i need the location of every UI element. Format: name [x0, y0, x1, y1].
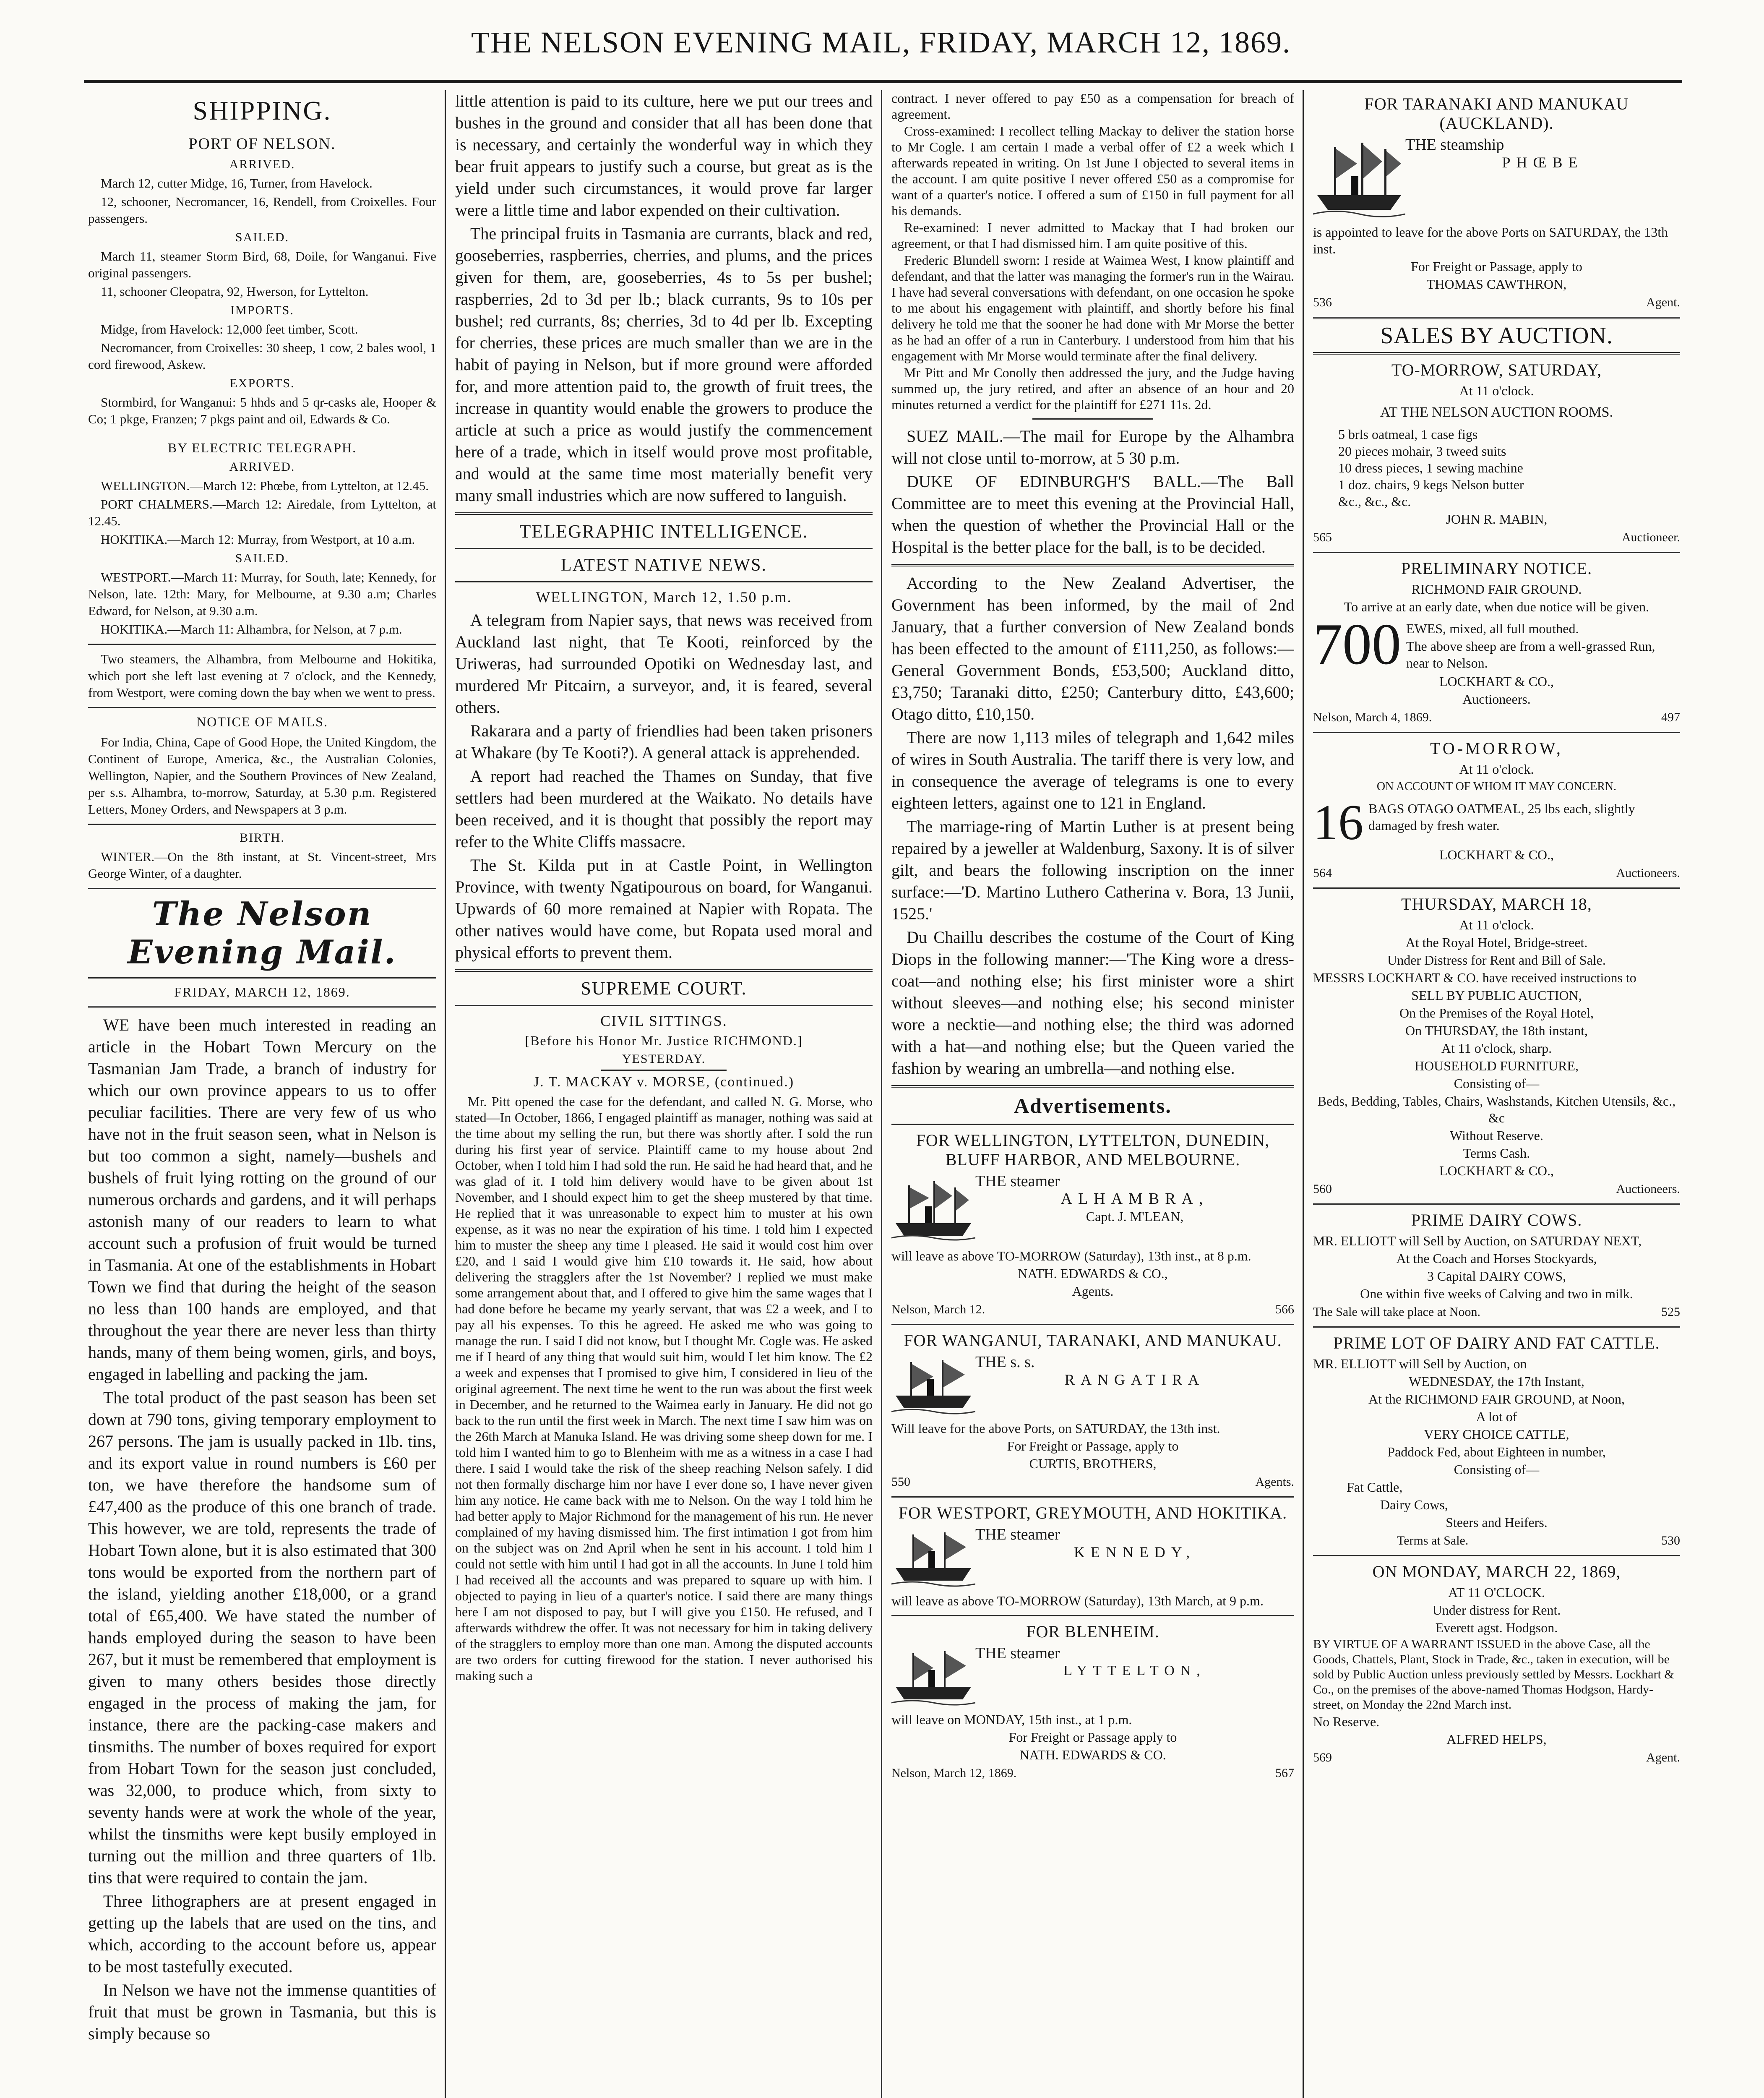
auction-line: Without Reserve.	[1450, 1128, 1543, 1143]
steamship-icon	[891, 1526, 975, 1589]
column-rule	[1303, 90, 1304, 2098]
ad-text: For Freight or Passage, apply to	[1411, 259, 1582, 274]
court-report: contract. I never offered to pay £50 as a compensation for breach of agreement.	[891, 91, 1294, 122]
ad-footer	[1313, 709, 1680, 726]
ad-footer	[1313, 1532, 1680, 1549]
auction-royal-hotel	[1313, 895, 1680, 1198]
telegraph-sailing: WESTPORT.—March 11: Murray, for South, late; Kennedy, for Nelson, late. 12th: Mary, for Melbourne, at 9.30 a.m; Charles Edward, for Nelson, at 9.30 a.m.	[88, 570, 436, 618]
divider	[891, 1496, 1294, 1498]
column-4	[1313, 90, 1680, 2098]
native-news-paragraph: The St. Kilda put in at Castle Point, in Wellington Province, with twenty Ngatipourous on board, for Wanganui. Upwards of 60 more remained at Napier with Ropata. The other natives would have come, but Ropata used moral and physical efforts to prevent them.	[455, 856, 873, 962]
advertisements-heading: Advertisements.	[1014, 1094, 1172, 1117]
auction-title: PRELIMINARY NOTICE.	[1401, 559, 1592, 578]
divider	[88, 977, 436, 979]
auction-title: THURSDAY, MARCH 18,	[1401, 895, 1592, 913]
imports-heading: IMPORTS.	[230, 303, 294, 317]
auction-line: At 11 o'clock, sharp.	[1441, 1041, 1552, 1056]
ad-body	[1313, 136, 1680, 220]
ad-number: 566	[1275, 1302, 1294, 1316]
telegraph-sailed-heading: SAILED.	[235, 551, 289, 565]
ad-heading: FOR WANGANUI, TARANAKI, AND MANUKAU.	[904, 1331, 1282, 1350]
auction-lead: MESSRS LOCKHART & CO. have received instructions to	[1313, 970, 1636, 985]
ad-text: For Freight or Passage, apply to	[1007, 1438, 1179, 1453]
import-entry: Necromancer, from Croixelles: 30 sheep, 1 cow, 2 bales wool, 1 cord firewood, Askew.	[88, 340, 436, 372]
birth-notice: WINTER.—On the 8th instant, at St. Vincent-street, Mrs George Winter, of a daughter.	[88, 849, 436, 881]
auction-line: Consisting of—	[1454, 1462, 1540, 1477]
sailing-entry: 11, schooner Cleopatra, 92, Hwerson, for Lyttelton.	[101, 284, 369, 299]
auction-line: Terms Cash.	[1463, 1146, 1530, 1161]
editorial-paragraph: Three lithographers are at present engaged in getting up the labels that are used on the tins, and which, according to the account before us, appear to be most tastefully executed.	[88, 1892, 436, 1976]
court-heading: SUPREME COURT.	[581, 978, 747, 999]
court-report: Mr Pitt and Mr Conolly then addressed the jury, and the Judge having summed up, the jury retired, and after an absence of an hour and 20 minutes returned a verdict for the plaintiff for £271 11s. 2d.	[891, 365, 1294, 412]
yesterday-line: YESTERDAY.	[622, 1052, 706, 1066]
ad-body	[891, 1173, 1294, 1244]
ball-note: DUKE OF EDINBURGH'S BALL.—The Ball Committee are to meet this evening at the Provincial Hall, when the question of whether the Provincial Hall or the Hospital is the better place for the ball, is to be decided.	[891, 472, 1294, 556]
ad-body	[891, 1645, 1294, 1708]
ad-date: Nelson, March 12, 1869.	[891, 1766, 1017, 1780]
arrived-heading: ARRIVED.	[229, 157, 295, 171]
big-number: 700	[1313, 619, 1401, 672]
auction-title: TO-MORROW, SATURDAY,	[1391, 360, 1602, 379]
editorial-paragraph: In Nelson we have not the immense quantities of fruit that must be grown in Tasmania, but this is simply because so	[88, 1981, 436, 2043]
ad-number: 536	[1313, 295, 1332, 309]
ad-footer	[1313, 1749, 1680, 1766]
ad-lead: THE s. s.	[975, 1353, 1035, 1371]
auction-title: PRIME LOT OF DAIRY AND FAT CATTLE.	[1333, 1333, 1660, 1352]
steamship-icon	[891, 1645, 975, 1708]
auction-heading: SALES BY AUCTION.	[1380, 323, 1613, 349]
native-news-paragraph: A report had reached the Thames on Sunday, that five settlers had been murdered at the Waikato. No details have been received, and it is thought that possibly the report may refer to the White Cliffs massacre.	[455, 767, 873, 851]
divider	[1313, 1555, 1680, 1556]
ad-footer	[1313, 529, 1680, 546]
ad-footer	[891, 1765, 1294, 1782]
ship-name: KENNEDY,	[1074, 1544, 1196, 1560]
ad-lead: THE steamer	[975, 1172, 1060, 1190]
birth-heading: BIRTH.	[240, 831, 285, 845]
ad-phoebe	[1313, 94, 1680, 311]
auction-lead: MR. ELLIOTT will Sell by Auction, on	[1313, 1356, 1527, 1371]
divider	[1313, 1326, 1680, 1328]
native-news-heading: LATEST NATIVE NEWS.	[560, 556, 767, 575]
sailing-entry: March 11, steamer Storm Bird, 68, Doile, for Wanganui. Five original passengers.	[88, 249, 436, 280]
editorial-paragraph: The principal fruits in Tasmania are currants, black and red, gooseberries, raspberries, cherries, and plums, and the prices given for them, are, gooseberries, 4s to 5s per bushel; raspberries, 2d to 3d per lb.; black currants, 9s to 10s per bushel; red currants, 8s; cherries, 3d to 4d per lb. Excepting for cherries, these prices are much smaller than we are in the habit of paying in Nelson, but if more ground were afforded for, and more attention paid to, the growth of fruit trees, the increase in quantity would enable the growers to produce the article at such a price as would justify the commencement here of a trade, which in itself would prove most profitable, and would at the same time most materially benefit very many small industries which are now suffered to languish.	[455, 224, 873, 505]
shipping-heading: SHIPPING.	[193, 96, 332, 125]
two-steamers-note: Two steamers, the Alhambra, from Melbourne and Hokitika, which port she left last evening at 7 o'clock, and the Kennedy, from Westport, were coming down the bay when we went to press.	[88, 652, 436, 700]
ship-name: RANGATIRA	[1064, 1371, 1205, 1388]
news-paragraph: Du Chaillu describes the costume of the Court of King Diops in the following manner:—'The King wore a dress-coat—and nothing else; his first minister wore a shirt without sleeves—and nothing else; his second minister wore a necktie—and nothing else; the third was adorned with a hat—and nothing else; but the Queen varied the fashion by wearing an umbrella—and nothing else.	[891, 928, 1294, 1078]
ad-text	[975, 1173, 1294, 1226]
ad-footer	[1313, 865, 1680, 882]
ad-text	[975, 1354, 1294, 1389]
telegraph-sailing: HOKITIKA.—March 11: Alhambra, for Nelson, at 7 p.m.	[101, 622, 402, 637]
auction-line: At the Coach and Horses Stockyards,	[1396, 1251, 1597, 1266]
divider	[891, 1615, 1294, 1616]
editorial-paragraph: little attention is paid to its culture, here we put our trees and bushes in the ground and consider that all has been done that is necessary, and certainly the wonderful way in which they bear fruit appears to justify such a course, but great as is the yield under such circumstances, it would prove far larger were a little time and labor expended on their cultivation.	[455, 91, 873, 219]
auction-line: 3 Capital DAIRY COWS,	[1427, 1268, 1566, 1284]
auction-preliminary	[1313, 559, 1680, 726]
ad-text: Will leave for the above Ports, on SATURDAY, the 13th inst.	[891, 1421, 1220, 1436]
divider	[1313, 552, 1680, 553]
export-entry: Stormbird, for Wanganui: 5 hhds and 5 qr-casks ale, Hooper & Co; 1 pkge, Franzen; 7 pkgs paint and oil, Edwards & Co.	[88, 395, 436, 426]
auction-body	[1313, 799, 1680, 845]
ad-text: will leave as above TO-MORROW (Saturday), 13th March, at 9 p.m.	[891, 1593, 1264, 1608]
ad-role: Auctioneers.	[1462, 692, 1531, 707]
exports-heading: EXPORTS.	[229, 376, 295, 390]
auction-hodgson	[1313, 1562, 1680, 1766]
auction-place: At the Royal Hotel, Bridge-street.	[1405, 935, 1588, 950]
suez-mail-note: SUEZ MAIL.—The mail for Europe by the Alhambra will not close until to-morrow, at 5 30 p.m.	[891, 427, 1294, 467]
ad-lead: THE steamer	[975, 1644, 1060, 1662]
auction-title: PRIME DAIRY COWS.	[1411, 1211, 1582, 1229]
ad-footer	[891, 1301, 1294, 1318]
ad-number: 530	[1661, 1534, 1680, 1547]
divider	[1313, 732, 1680, 733]
ad-agent: CURTIS, BROTHERS,	[1029, 1456, 1157, 1471]
news-paragraph: According to the New Zealand Advertiser, the Government has been informed, by the mail of 2nd January, that a further conversion of New Zealand bonds has been effected to the amount of £111,250, as follows:—General Government Bonds, £53,500; Auckland ditto, £3,750; Taranaki ditto, £250; Canterbury ditto, £43,600; Otago ditto, £10,150.	[891, 574, 1294, 723]
ad-role: Auctioneer.	[1621, 530, 1680, 544]
mails-notice: For India, China, Cape of Good Hope, the United Kingdom, the Continent of Europe, America, &c., the Australian Colonies, Wellington, Napier, and the Southern Provinces of New Zealand, per s.s. Alhambra, to-morrow, Saturday, at 5.30 p.m. Registered Letters, Money Orders, and Newspapers at 3 p.m.	[88, 735, 436, 817]
auction-lead: EWES, mixed, all full mouthed.	[1406, 621, 1579, 636]
auction-line: The Sale will take place at Noon.	[1313, 1305, 1481, 1319]
ad-body	[891, 1526, 1294, 1589]
ad-agent: THOMAS CAWTHRON,	[1426, 277, 1567, 292]
telegraph-arrival: HOKITIKA.—March 12: Murray, from Westport, at 10 a.m.	[101, 532, 415, 547]
ad-heading: FOR WELLINGTON, LYTTELTON, DUNEDIN, BLUFF HARBOR, AND MELBOURNE.	[916, 1131, 1270, 1169]
divider	[891, 1324, 1294, 1325]
auction-line: HOUSEHOLD FURNITURE,	[1414, 1058, 1579, 1073]
steamship-icon	[891, 1173, 975, 1244]
auction-subtitle: ON ACCOUNT OF WHOM IT MAY CONCERN.	[1376, 780, 1617, 793]
auction-text: The above sheep are from a well-grassed Run, near to Nelson.	[1406, 639, 1655, 671]
auction-agent: LOCKHART & CO.,	[1439, 1163, 1554, 1178]
mails-heading: NOTICE OF MAILS.	[196, 714, 328, 729]
auction-agent: JOHN R. MABIN,	[1446, 511, 1548, 527]
auction-oatmeal	[1313, 739, 1680, 882]
auction-subtitle: RICHMOND FAIR GROUND.	[1411, 582, 1582, 597]
auction-title: ON MONDAY, MARCH 22, 1869,	[1372, 1562, 1621, 1581]
ad-lead: THE steamer	[975, 1526, 1060, 1543]
ad-number: 565	[1313, 530, 1332, 544]
ad-text	[1405, 136, 1680, 172]
auction-line: On THURSDAY, the 18th instant,	[1405, 1023, 1588, 1038]
auction-line: Paddock Fed, about Eighteen in number,	[1387, 1444, 1606, 1459]
auction-line: WEDNESDAY, the 17th Instant,	[1409, 1374, 1584, 1389]
auction-line: Terms at Sale.	[1397, 1534, 1469, 1547]
divider	[1313, 352, 1680, 355]
ship-captain: Capt. J. M'LEAN,	[1086, 1209, 1184, 1224]
ad-agent: NATH. EDWARDS & CO.	[1019, 1747, 1166, 1762]
auction-cattle	[1313, 1333, 1680, 1549]
column-1	[88, 90, 436, 2098]
ad-rangatira	[891, 1331, 1294, 1490]
auction-line: Everett agst. Hodgson.	[1435, 1620, 1558, 1635]
divider	[1313, 317, 1680, 319]
ad-agents-label: Agents.	[1255, 1475, 1294, 1489]
auction-agent: LOCKHART & CO.,	[1439, 847, 1554, 862]
auction-line: On the Premises of the Royal Hotel,	[1399, 1005, 1594, 1020]
ad-heading: FOR BLENHEIM.	[1026, 1622, 1159, 1641]
divider	[1313, 1203, 1680, 1205]
native-news-paragraph: Rakarara and a party of friendlies had been taken prisoners at Whakare (by Te Kooti?). A general attack is apprehended.	[455, 721, 873, 762]
auction-agent: LOCKHART & CO.,	[1439, 674, 1554, 689]
auction-subtitle: Under Distress for Rent and Bill of Sale.	[1387, 952, 1606, 968]
ad-number: 567	[1275, 1766, 1294, 1780]
auction-items: 5 brls oatmeal, 1 case figs 20 pieces mohair, 3 tweed suits 10 dress pieces, 1 sewing machine 1 doz. chairs, 9 kegs Nelson butter &c., &c., &c.	[1338, 427, 1524, 509]
sailed-heading: SAILED.	[235, 230, 289, 244]
auction-title: TO-MORROW,	[1430, 739, 1563, 758]
ad-agents-label: Agent.	[1646, 295, 1680, 309]
judge-line: [Before his Honor Mr. Justice RICHMOND.]	[525, 1033, 803, 1048]
auction-line: Fat Cattle,	[1347, 1480, 1403, 1495]
column-rule	[881, 90, 882, 2098]
auction-lead: BAGS OTAGO OATMEAL, 25 lbs each, slightly damaged by fresh water.	[1368, 801, 1635, 833]
editorial-paragraph: The total product of the past season has been set down at 790 tons, giving temporary employment to 267 persons. The jam is usually packed in 1lb. tins, and its export value in round numbers is £60 per ton, we have therefore the handsome sum of £47,400 as the produce of this one branch of trade. This however, we are told, represents the trade of Hobart Town alone, but it is also estimated that 300 tons would be exported from the northern part of the island, yielding another £18,000, or a grand total of £65,400. We have stated the number of hands employed during the season to have been 267, but it must be remembered that employment is given to many others besides those directly engaged in the process of making the jam, for instance, there are the packing-case makers and tinsmiths. The number of boxes required for export from Hobart Town for the season just concluded, was 32,000, to produce which, from sixty to seventy hands were at work the whole of the year, whilst the tinsmiths were kept busily employed in turning out the million and three quarters of 1lb. tins that were required to contain the jam.	[88, 1388, 436, 1887]
column-3	[891, 90, 1294, 2098]
divider	[88, 1006, 436, 1008]
auction-body	[1313, 619, 1680, 672]
ship-name: LYTTELTON,	[1063, 1663, 1206, 1678]
ad-footer	[891, 1474, 1294, 1490]
ad-number: 569	[1313, 1751, 1332, 1764]
ad-footer	[1313, 1304, 1680, 1320]
auction-line: Steers and Heifers.	[1446, 1515, 1548, 1530]
ad-lead: THE steamship	[1405, 136, 1504, 154]
auction-time: At 11 o'clock.	[1459, 917, 1534, 932]
masthead-rule	[84, 80, 1682, 83]
divider	[1313, 887, 1680, 889]
ad-role: Auctioneers.	[1616, 1182, 1680, 1196]
court-report: Cross-examined: I recollect telling Mackay to deliver the station horse to Mr Cogle. I am certain I made a verbal offer of £2 a week which I afterwards repeated in writing. On 1st June I objected to several items in the account. I am quite positive I never offered £50 as a compromise for want of a quarter's notice. I offered a sum of £150 in full payment for all his demands.	[891, 123, 1294, 218]
auction-line: No Reserve.	[1313, 1714, 1380, 1729]
auction-time: AT 11 O'CLOCK.	[1448, 1585, 1545, 1600]
auction-line: SELL BY PUBLIC AUCTION,	[1411, 988, 1582, 1003]
auction-time: At 11 o'clock.	[1459, 383, 1534, 398]
ad-number: 550	[891, 1475, 910, 1489]
divider	[88, 707, 436, 708]
ad-alhambra	[891, 1131, 1294, 1318]
auction-line: One within five weeks of Calving and two in milk.	[1360, 1286, 1633, 1301]
ad-number: 560	[1313, 1182, 1332, 1196]
divider	[891, 1085, 1294, 1088]
ad-role: Auctioneers.	[1616, 866, 1680, 880]
ad-number: 525	[1661, 1305, 1680, 1319]
auction-agent: ALFRED HELPS,	[1446, 1732, 1547, 1747]
arrival-entry: March 12, cutter Midge, 16, Turner, from Havelock.	[101, 176, 373, 190]
court-report: Mr. Pitt opened the case for the defendant, and called N. G. Morse, who stated—In October, 1866, I engaged plaintiff as manager, nothing was said at the time about my selling the run, but there was shortly after. I sold the run during his first year of service. Plaintiff came to my house about 2nd October, when I told him I had sold the run. He said he had heard that, and he was glad of it. I told him delivery would have to be given about 1st November, and I should expect him to get the sheep mustered by that time. He replied that it was unreasonable to expect him to muster at his own expense, as it was no near the expiration of his time. I told him I expected him to muster the sheep any time I pleased. He said it would cost him over £20, and I said I would give him £10 towards it. He said, how about delivering the stragglers after the 1st November? I replied we must make some arrangement about that, and I offered to give him the same wages that I had done before he became my yearly servant, that was £2 a week, and I to pay all his expenses. To this he agreed. He asked me who was going to manage the run. I said I did not know, but I thought Mr. Cogle was. He asked me if I heard of any thing that would suit him, would I let him know. The £2 a week and expenses that I promised to give him, I considered in lieu of the original agreement. The next time he went to the run was about the first week in December, and he returned to the Waimea early in January. He did not go back to the run until the first week in March. The next time I saw him was on the 26th March at Manuka Island. He was driving some sheep down for me. I told him I wanted him to go to Blenheim with me as a witness in a case I had there. I said I would take the risk of the sheep reaching Nelson safely. I did not then formally discharge him nor have I ever done so, I have never given him any notice. He came back with me to Nelson. On the way I told him he had better apply to Major Richmond for the management of his run. He never complained of my having dismissed him. The first intimation I got from him on the subject was on 2nd April when he sent in his account. I told him I could not settle with him until I had got in all the accounts. In June I told him I had received all the accounts and was prepared to square up with him. I objected to paying in lieu of a quarter's notice. I said there are many things here I am not disposed to pay, but I will give you £150. He refused, and I afterwards withdrew the offer. It was not necessary for him in taking delivery of the stragglers to employ more than one man. Among the disputed accounts are two orders for cutting firewood for the station. I never authorised his making such a	[455, 1094, 873, 1683]
auction-line: Dairy Cows,	[1380, 1497, 1448, 1512]
news-paragraph: The marriage-ring of Martin Luther is at present being repaired by a jeweller at Waldenburg, Saxony. It is of silver gilt, and bears the following inscription on the inner surface:—'D. Martino Luthero Catherina v. Bora, 13 Junii, 1525.'	[891, 817, 1294, 923]
auction-lead: AT THE NELSON AUCTION ROOMS.	[1380, 404, 1613, 420]
steamship-icon	[1313, 136, 1405, 220]
court-report: Re-examined: I never admitted to Mackay that I had broken our agreement, or that I had dismissed him. I am quite positive of this.	[891, 220, 1294, 251]
ad-number: 564	[1313, 866, 1332, 880]
ad-lyttelton	[891, 1622, 1294, 1782]
divider	[88, 644, 436, 645]
telegraph-heading: BY ELECTRIC TELEGRAPH.	[167, 440, 357, 455]
arrival-entry: 12, schooner, Necromancer, 16, Rendell, from Croixelles. Four passengers.	[88, 194, 436, 226]
divider	[891, 564, 1294, 566]
divider	[455, 969, 873, 972]
news-paragraph: There are now 1,113 miles of telegraph and 1,642 miles of wires in South Australia. The tariff there is very low, and in consequence the average of telegrams is one to every eighteen letters, against one to 121 in England.	[891, 728, 1294, 812]
divider	[455, 512, 873, 515]
auction-dairy-cows	[1313, 1211, 1680, 1320]
auction-lead: BY VIRTUE OF A WARRANT ISSUED in the above Case, all the Goods, Chattels, Plant, Stock in Trade, &c., taken in execution, will be sold by Public Auction unless previously settled by Messrs. Lockhart & Co., on the premises of the above-named Thomas Hodgson, Hardy-street, on Monday the 22nd March inst.	[1313, 1637, 1674, 1712]
civil-sittings-heading: CIVIL SITTINGS.	[600, 1012, 727, 1029]
telegraph-section-heading: TELEGRAPHIC INTELLIGENCE.	[519, 521, 808, 542]
native-news-paragraph: A telegram from Napier says, that news was received from Auckland last night, that Te Kooti, reinforced by the Uriweras, had surrounded Opotiki on Wednesday last, and murdered Mr Pitcairn, a surveyor, and, it is feared, several others.	[455, 611, 873, 717]
auction-line: VERY CHOICE CATTLE,	[1424, 1427, 1569, 1442]
column-2	[455, 90, 873, 2098]
auction-nelson-rooms	[1313, 360, 1680, 546]
auction-line: Beds, Bedding, Tables, Chairs, Washstands, Kitchen Utensils, &c., &c	[1317, 1093, 1676, 1125]
divider	[601, 1070, 727, 1071]
ship-name: ALHAMBRA,	[1060, 1190, 1209, 1208]
port-heading: PORT OF NELSON.	[188, 135, 336, 153]
auction-subtitle: Under distress for Rent.	[1432, 1602, 1561, 1618]
auction-line: At the RICHMOND FAIR GROUND, at Noon,	[1368, 1391, 1625, 1406]
ship-name: PHŒBE	[1502, 154, 1584, 171]
court-report: Frederic Blundell sworn: I reside at Waimea West, I know plaintiff and defendant, and that the latter was managing the former's run in the Wairau. I have had several conversations with defendant, on one occasion he spoke to me about his engagement with plaintiff, and shortly before his final delivery he told me that the sooner he had done with Mr Morse the better as he had an offer of a run in Canterbury. I understood from him that his engagement with Mr Morse would terminate after the final delivery.	[891, 253, 1294, 363]
auction-text: To arrive at an early date, when due notice will be given.	[1344, 599, 1649, 614]
ad-number: 497	[1661, 710, 1680, 724]
ad-text: will leave on MONDAY, 15th inst., at 1 p.m.	[891, 1712, 1132, 1727]
divider	[1032, 418, 1153, 420]
ad-agents-label: Agents.	[1072, 1284, 1114, 1299]
column-rule	[445, 90, 446, 2098]
big-number: 16	[1313, 799, 1363, 845]
divider	[455, 548, 873, 549]
ad-text: is appointed to leave for the above Ports on SATURDAY, the 13th inst.	[1313, 224, 1668, 256]
ad-footer	[1313, 294, 1680, 311]
ad-heading: FOR TARANAKI AND MANUKAU (AUCKLAND).	[1364, 94, 1629, 133]
native-news-dateline: WELLINGTON, March 12, 1.50 p.m.	[536, 589, 792, 605]
ad-date: Nelson, March 12.	[891, 1302, 985, 1316]
ad-text	[975, 1526, 1294, 1561]
paper-nameplate: The Nelson Evening Mail.	[128, 895, 397, 971]
telegraph-arrival: PORT CHALMERS.—March 12: Airedale, from Lyttelton, at 12.45.	[88, 497, 436, 528]
ad-role: Agent.	[1646, 1751, 1680, 1764]
import-entry: Midge, from Havelock: 12,000 feet timber, Scott.	[101, 322, 358, 337]
divider	[88, 824, 436, 825]
ad-text: For Freight or Passage apply to	[1008, 1730, 1177, 1745]
masthead: THE NELSON EVENING MAIL, FRIDAY, MARCH 12, 1869.	[471, 26, 1291, 59]
steamship-icon	[891, 1354, 975, 1417]
ad-text	[975, 1645, 1294, 1680]
ad-agent: NATH. EDWARDS & CO.,	[1018, 1266, 1168, 1281]
auction-time: At 11 o'clock.	[1459, 762, 1534, 777]
ad-heading: FOR WESTPORT, GREYMOUTH, AND HOKITIKA.	[898, 1503, 1287, 1522]
ad-body	[891, 1354, 1294, 1417]
ad-date: Nelson, March 4, 1869.	[1313, 710, 1432, 724]
auction-line: A lot of	[1476, 1409, 1517, 1424]
divider	[88, 888, 436, 889]
telegraph-arrived-heading: ARRIVED.	[229, 460, 295, 474]
divider	[455, 581, 873, 582]
telegraph-arrival: WELLINGTON.—March 12: Phœbe, from Lyttelton, at 12.45.	[101, 478, 429, 493]
ad-text: will leave as above TO-MORROW (Saturday), 13th inst., at 8 p.m.	[891, 1248, 1251, 1263]
auction-lead: MR. ELLIOTT will Sell by Auction, on SATURDAY NEXT,	[1313, 1233, 1642, 1248]
ad-footer	[1313, 1181, 1680, 1198]
divider	[455, 1005, 873, 1006]
auction-line: Consisting of—	[1454, 1076, 1540, 1091]
case-title: J. T. MACKAY v. MORSE, (continued.)	[533, 1074, 795, 1090]
divider	[891, 1124, 1294, 1125]
editorial-paragraph: WE have been much interested in reading an article in the Hobart Town Mercury on the Tasmanian Jam Trade, a branch of industry for which our own province appears to us to offer peculiar facilities. There are very few of us who have not in the fruit season seen, what in Nelson is but too common a sight, namely—bushels and bushels of fruit lying rotting on the ground of our numerous orchards and gardens, and it will perhaps astonish many of our readers to learn to what account such a profusion of fruit would be turned in Tasmania. At one of the establishments in Hobart Town we find that during the height of the season no less than 100 hands are employed, and that throughout the year there are never less than thirty hands, many of them being women, girls, and boys, engaged in labelling and packing the jam.	[88, 1015, 436, 1383]
edition-date: FRIDAY, MARCH 12, 1869.	[174, 984, 350, 999]
ad-kennedy	[891, 1503, 1294, 1609]
